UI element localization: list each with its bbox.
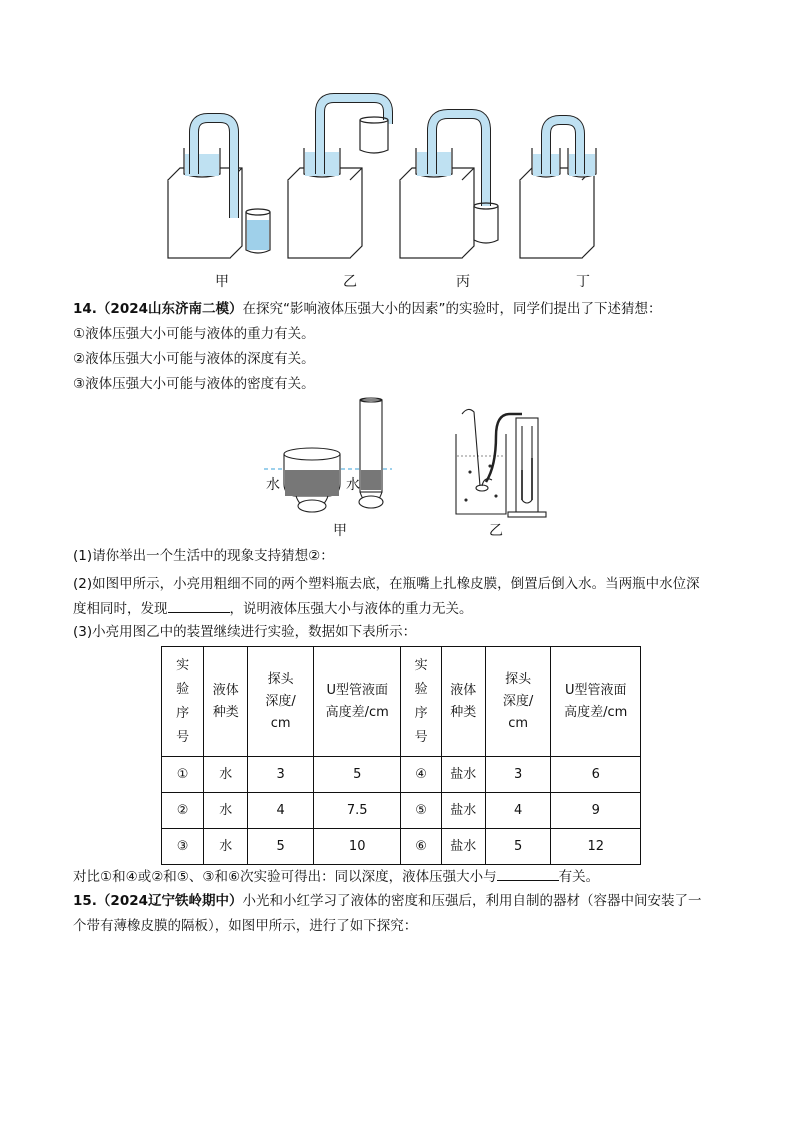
q15-line2: 个带有薄橡皮膜的隔板），如图甲所示，进行了如下探究：: [73, 918, 418, 934]
table-row: [162, 757, 641, 793]
table-cell: 6: [551, 757, 641, 793]
q14-sub2-text-b: ，说明液体压强大小与液体的重力无关。: [229, 601, 473, 617]
table-cell: 盐水: [441, 829, 485, 865]
table-cell: 7.5: [313, 793, 401, 829]
siphon-figure: [150, 90, 670, 260]
figure1-label-bing: 丙: [456, 274, 470, 290]
figure1-label-ding: 丁: [576, 274, 590, 290]
table-cell: 水: [204, 757, 248, 793]
table-cell: 10: [313, 829, 401, 865]
beaker-with-probe: [456, 409, 506, 514]
figure2-caption-jia: 甲: [333, 523, 347, 539]
figure1-label-jia: 甲: [215, 274, 229, 290]
header-depth-2: 探头 深度/ cm: [485, 647, 551, 757]
q14-intro: 在探究“影响液体压强大小的因素”的实验时，同学们提出了下述猜想：: [242, 301, 662, 317]
q15-line1: 小光和小红学习了液体的密度和压强后，利用自制的器材（容器中间安装了一: [242, 893, 702, 909]
table-cell: 盐水: [441, 793, 485, 829]
header-seq-1: 实 验 序 号: [162, 647, 204, 757]
table-cell: 5: [313, 757, 401, 793]
siphon-setup-bing: [400, 114, 498, 258]
table-cell: 4: [485, 793, 551, 829]
table-cell: ⑥: [401, 829, 441, 865]
q15-number: 15.: [73, 893, 97, 909]
figure2-caption-yi: 乙: [489, 523, 503, 539]
q14-sub2-line2: [73, 598, 473, 619]
table-cell: 5: [248, 829, 314, 865]
table-cell: 3: [485, 757, 551, 793]
table-cell: 盐水: [441, 757, 485, 793]
table-header-row: [162, 647, 641, 757]
table-cell: ⑤: [401, 793, 441, 829]
water-label-1: 水: [266, 477, 280, 493]
table-cell: 水: [204, 793, 248, 829]
water-label-2: 水: [346, 477, 360, 493]
table-cell: 12: [551, 829, 641, 865]
table-cell: ①: [162, 757, 204, 793]
pressure-apparatus-figure: [260, 396, 550, 521]
table-row: [162, 829, 641, 865]
q14-conclusion-answer-blank[interactable]: [497, 866, 559, 881]
q14-sub2-line1: (2)如图甲所示，小亮用粗细不同的两个塑料瓶去底，在瓶嘴上扎橡皮膜，倒置后倒入水。当两瓶中水位深: [73, 576, 700, 592]
q14-sub2-text-a: 度相同时，发现: [73, 601, 168, 617]
figure1-label-yi: 乙: [343, 274, 357, 290]
q14-heading: [73, 299, 662, 319]
siphon-setup-yi: [288, 98, 388, 258]
table-cell: 5: [485, 829, 551, 865]
q14-hypothesis-3: ③液体压强大小可能与液体的密度有关。: [73, 376, 315, 392]
header-height-1: U型管液面 高度差/cm: [313, 647, 401, 757]
table-cell: 9: [551, 793, 641, 829]
table-cell: 4: [248, 793, 314, 829]
table-cell: ②: [162, 793, 204, 829]
siphon-setup-ding: [520, 120, 596, 258]
header-liquid-2: 液体 种类: [441, 647, 485, 757]
table-cell: 水: [204, 829, 248, 865]
experiment-data-table: [161, 646, 641, 865]
table-row: [162, 793, 641, 829]
u-tube-manometer: [508, 418, 546, 517]
tall-bottle: [359, 398, 383, 508]
table-cell: ④: [401, 757, 441, 793]
q15-source: （2024辽宁铁岭期中）: [96, 893, 243, 909]
siphon-setup-jia: [168, 118, 270, 258]
q14-hypothesis-1: ①液体压强大小可能与液体的重力有关。: [73, 326, 315, 342]
q14-conclusion-text-a: 对比①和④或②和⑤、③和⑥次实验可得出：同以深度，液体压强大小与: [73, 869, 497, 885]
wide-bottle: [284, 448, 340, 512]
q14-conclusion-text-b: 有关。: [558, 869, 600, 885]
q14-hypothesis-2: ②液体压强大小可能与液体的深度有关。: [73, 351, 315, 367]
q14-sub1: (1)请你举出一个生活中的现象支持猜想②：: [73, 548, 334, 564]
header-liquid-1: 液体 种类: [204, 647, 248, 757]
q15-heading: [73, 891, 702, 911]
q14-conclusion: [73, 866, 599, 887]
table-cell: ③: [162, 829, 204, 865]
q14-sub2-answer-blank[interactable]: [168, 598, 230, 613]
q14-sub3: (3)小亮用图乙中的装置继续进行实验，数据如下表所示：: [73, 624, 417, 640]
header-height-2: U型管液面 高度差/cm: [551, 647, 641, 757]
q14-number: 14.: [73, 301, 97, 317]
header-depth-1: 探头 深度/ cm: [248, 647, 314, 757]
q14-source: （2024山东济南二模）: [96, 301, 243, 317]
header-seq-2: 实 验 序 号: [401, 647, 441, 757]
table-cell: 3: [248, 757, 314, 793]
